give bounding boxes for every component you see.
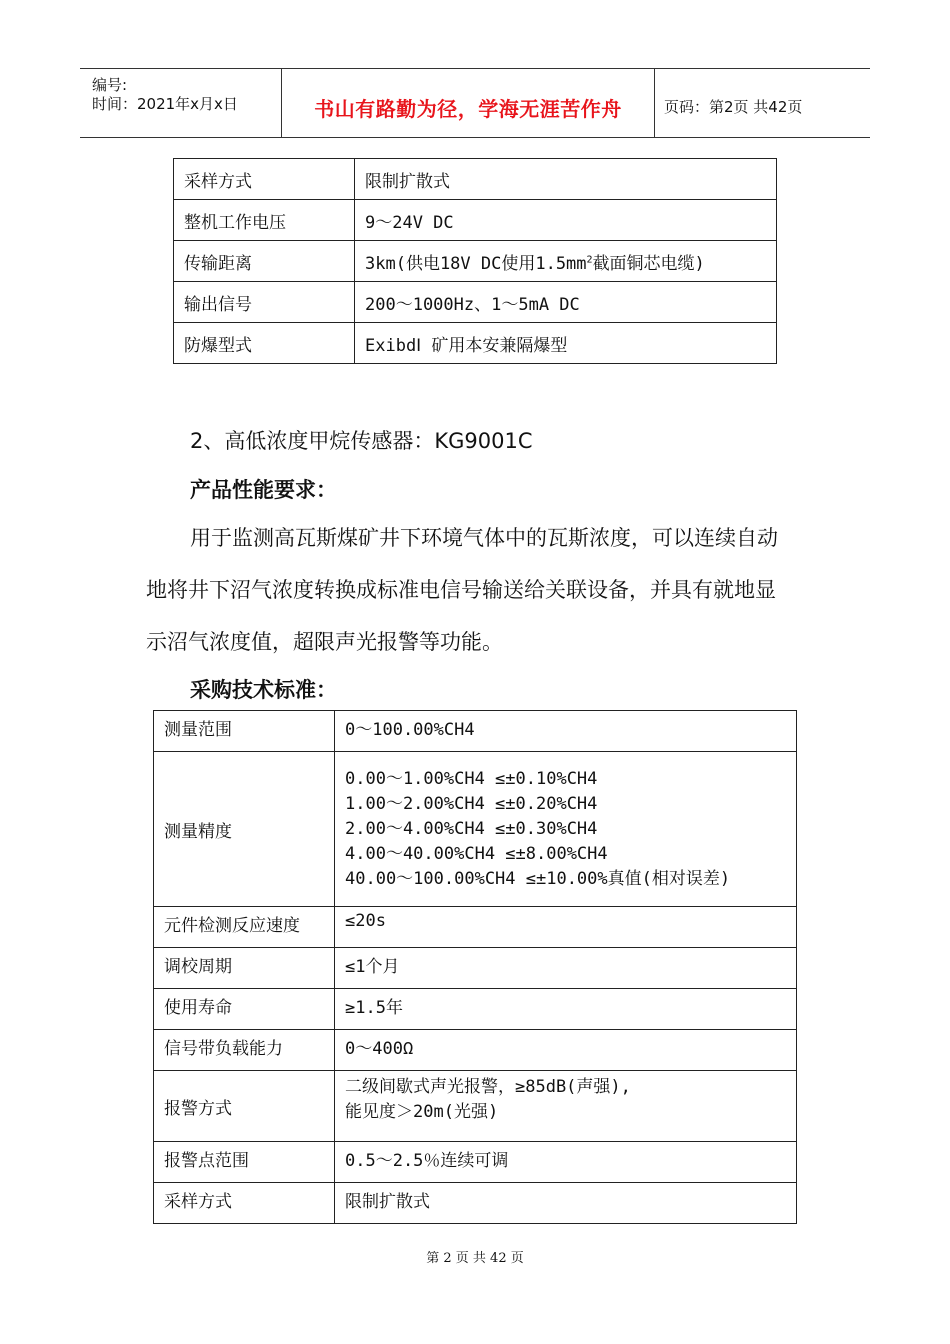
page-header bbox=[80, 68, 870, 138]
table-value: ≤20s bbox=[335, 907, 797, 948]
table-key: 防爆型式 bbox=[174, 323, 355, 364]
value-text: 截面铜芯电缆) bbox=[592, 253, 705, 274]
header-left-cell bbox=[80, 69, 281, 137]
spec-table-2 bbox=[153, 710, 797, 1224]
table-key: 信号带负载能力 bbox=[154, 1030, 335, 1071]
performance-heading: 产品性能要求： bbox=[190, 478, 337, 502]
table-row bbox=[154, 1142, 797, 1183]
table-value: 0～400Ω bbox=[335, 1030, 797, 1071]
table-row bbox=[154, 1183, 797, 1224]
table-value: 200～1000Hz、1～5mA DC bbox=[355, 282, 777, 323]
value-text: 3km(供电18V DC使用1.5mm bbox=[365, 253, 587, 274]
value-line: 1.00～2.00%CH4 ≤±0.20%CH4 bbox=[345, 793, 598, 814]
page-footer: 第 2 页 共 42 页 bbox=[426, 1251, 524, 1266]
value-line: 二级间歇式声光报警，≥85dB(声强), bbox=[345, 1077, 631, 1097]
table-key: 报警方式 bbox=[154, 1071, 335, 1142]
table-value bbox=[355, 241, 777, 282]
table-value bbox=[335, 752, 797, 907]
header-motto: 书山有路勤为径，学海无涯苦作舟 bbox=[314, 97, 622, 121]
table-key: 整机工作电压 bbox=[174, 200, 355, 241]
table-row bbox=[174, 159, 777, 200]
table-row bbox=[154, 752, 797, 907]
value-line: 2.00～4.00%CH4 ≤±0.30%CH4 bbox=[345, 818, 598, 839]
value-line: 40.00～100.00%CH4 ≤±10.00%真值(相对误差) bbox=[345, 868, 731, 889]
document-code-label: 编号: bbox=[92, 76, 128, 94]
table-key: 报警点范围 bbox=[154, 1142, 335, 1183]
table-row bbox=[174, 282, 777, 323]
spec-table-1 bbox=[173, 158, 777, 364]
table-value: 限制扩散式 bbox=[355, 159, 777, 200]
table-key: 传输距离 bbox=[174, 241, 355, 282]
header-page-number: 页码：第2页 共42页 bbox=[664, 98, 803, 116]
value-line: 4.00～40.00%CH4 ≤±8.00%CH4 bbox=[345, 843, 608, 864]
table-key: 调校周期 bbox=[154, 948, 335, 989]
table-key: 采样方式 bbox=[154, 1183, 335, 1224]
table-key: 元件检测反应速度 bbox=[154, 907, 335, 948]
table-value: 0～100.00%CH4 bbox=[335, 711, 797, 752]
table-key: 采样方式 bbox=[174, 159, 355, 200]
table-key: 测量精度 bbox=[154, 752, 335, 907]
table-row bbox=[154, 948, 797, 989]
header-right-cell bbox=[654, 69, 870, 137]
value-line: 0.00～1.00%CH4 ≤±0.10%CH4 bbox=[345, 768, 598, 789]
table-value: ≥1.5年 bbox=[335, 989, 797, 1030]
superscript: 2 bbox=[586, 253, 593, 265]
table-value: ≤1个月 bbox=[335, 948, 797, 989]
table-row bbox=[154, 1071, 797, 1142]
section-title: 2、高低浓度甲烷传感器：KG9001C bbox=[190, 429, 533, 453]
table-key: 测量范围 bbox=[154, 711, 335, 752]
document-time-label: 时间：2021年x月x日 bbox=[92, 95, 238, 113]
table-value: 限制扩散式 bbox=[335, 1183, 797, 1224]
table-value: 0.5～2.5％连续可调 bbox=[335, 1142, 797, 1183]
table-row bbox=[154, 907, 797, 948]
table-row bbox=[154, 989, 797, 1030]
header-center-cell bbox=[281, 69, 655, 137]
table-row bbox=[174, 241, 777, 282]
table-row bbox=[154, 711, 797, 752]
table-value: ExibdⅠ 矿用本安兼隔爆型 bbox=[355, 323, 777, 364]
table-row bbox=[174, 323, 777, 364]
table-key: 使用寿命 bbox=[154, 989, 335, 1030]
table-value bbox=[335, 1071, 797, 1142]
table-row bbox=[154, 1030, 797, 1071]
table-value: 9～24V DC bbox=[355, 200, 777, 241]
performance-paragraph: 用于监测高瓦斯煤矿井下环境气体中的瓦斯浓度，可以连续自动地将井下沼气浓度转换成标准电信号输送给关联设备，并具有就地显示沼气浓度值，超限声光报警等功能。 bbox=[146, 526, 778, 654]
table-key: 输出信号 bbox=[174, 282, 355, 323]
standards-heading: 采购技术标准： bbox=[190, 678, 337, 702]
table-row bbox=[174, 200, 777, 241]
value-line: 能见度＞20m(光强) bbox=[345, 1102, 499, 1122]
